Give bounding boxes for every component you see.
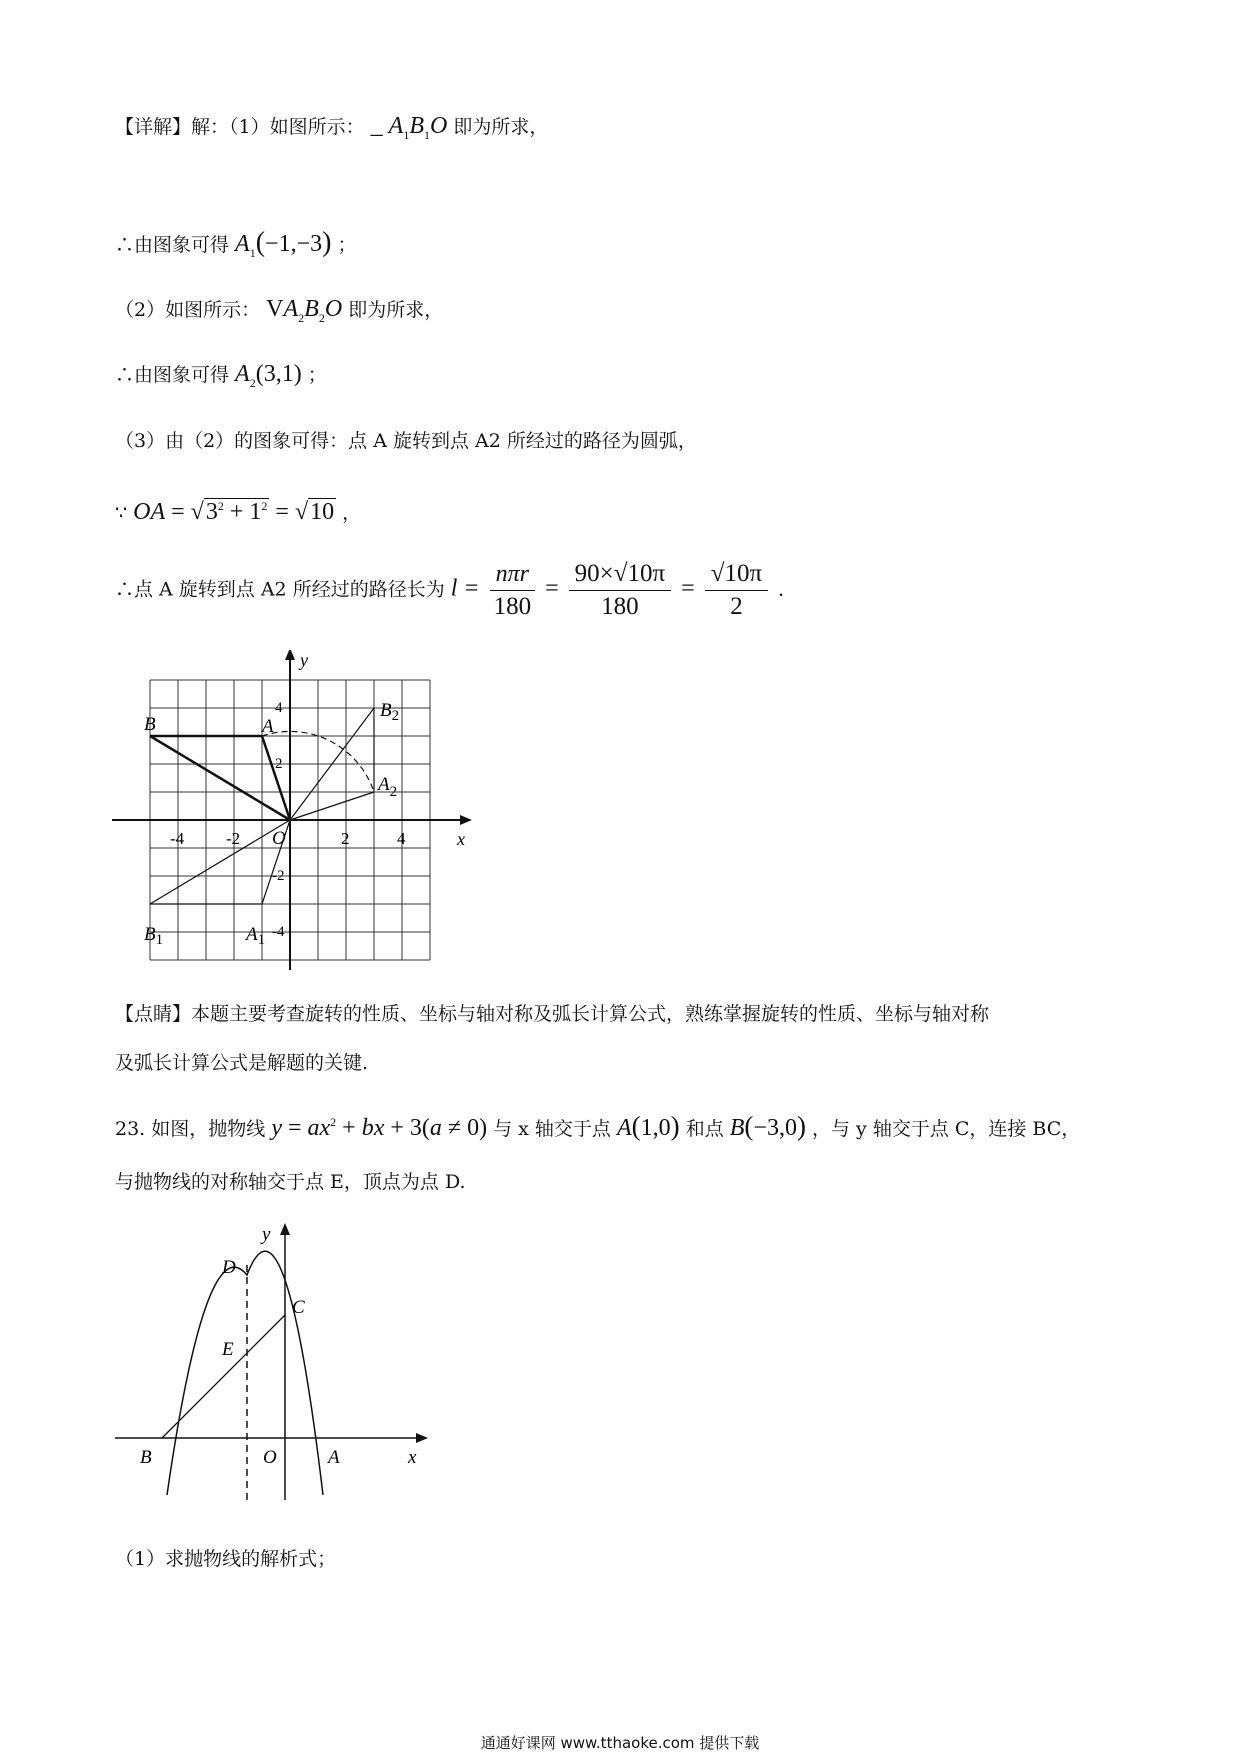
triangle-a1b1o: _ $A_1B_1O$ [370, 113, 448, 142]
therefore-text: ∴由图象可得 [115, 234, 236, 256]
y-tick-4: 4 [275, 700, 283, 716]
comment-line-1 [115, 1000, 989, 1028]
semicolon: ； [337, 234, 357, 256]
point-a1-coords: $A_1(-1,-3)$ [235, 227, 332, 260]
point-a2-coords: $A_2(3,1)$ [235, 361, 302, 390]
solution-heading: 【详解】解：（1）如图所示： [115, 116, 365, 138]
label-c: C [292, 1297, 305, 1318]
label-a2: $A_2$ [378, 774, 398, 800]
part2-end: 即为所求， [348, 299, 444, 321]
y-tick-2: 2 [275, 756, 283, 772]
label-a1: $A_1$ [246, 924, 266, 948]
triangle-abo [150, 736, 290, 820]
subquestion-text: （1）求抛物线的解析式； [115, 1548, 337, 1570]
comment-text-1: 【点睛】本题主要考查旋转的性质、坐标与轴对称及弧长计算公式，熟练掌握旋转的性质、坐标与轴对称 [115, 1003, 990, 1025]
x-tick-4: 4 [397, 829, 406, 848]
solution-line-3 [115, 295, 443, 332]
question-intro: 如图，抛物线 [151, 1118, 272, 1140]
comment-text-2: 及弧长计算公式是解题的关键. [115, 1052, 369, 1074]
label-b: B [140, 1447, 152, 1468]
y-axis-arrow [285, 650, 295, 660]
parabola-equation: $y = ax^2$ + bx + 3(a ≠ 0) [271, 1115, 488, 1141]
origin-label: O [272, 828, 286, 849]
point-b: B(−3,0) [729, 1111, 806, 1141]
arc-length-text: ∴点 A 旋转到点 A2 所经过的路径长为 [115, 578, 451, 601]
grid-figure [110, 650, 480, 980]
solution-line-5 [115, 427, 697, 455]
question-line-1-end: ，与 y 轴交于点 C，连接 BC， [812, 1118, 1081, 1140]
oa-formula: OA = $√3^2 + 1^2 = √10$ [133, 499, 335, 525]
question-line-2-text: 与抛物线的对称轴交于点 E，顶点为点 D. [115, 1171, 466, 1193]
fraction-1: $\frac{\text{nπr}}{180}$ [490, 560, 535, 621]
y-tick--4: -4 [272, 924, 285, 940]
x-tick-2: 2 [341, 829, 350, 848]
label-d: D [222, 1257, 236, 1278]
y-tick--2: -2 [272, 868, 285, 884]
solution-line-1 [115, 112, 548, 149]
solution-line-4 [115, 360, 327, 397]
question-line-2 [115, 1168, 466, 1196]
part2-text: （2）如图所示： [115, 299, 261, 321]
point-a: A(1,0) [616, 1111, 680, 1141]
question-line-1 [115, 1108, 1080, 1143]
fraction-2: $\frac{90\times√10\pi}{180}$ [569, 560, 671, 621]
y-axis-label: y [300, 650, 308, 670]
question-and: 和点 [685, 1118, 730, 1140]
triangle-a2b2o: $VA_2B_2O$ [266, 296, 343, 325]
parabola-curve [167, 1251, 323, 1495]
because-symbol: ∵ [115, 502, 134, 524]
l-equals: l = [450, 575, 480, 602]
x-tick--4: -4 [170, 829, 185, 848]
period: ． [778, 578, 798, 601]
label-b2: $B_2$ [380, 700, 400, 724]
x-axis-arrow [416, 1433, 428, 1443]
comment-line-2 [115, 1049, 368, 1077]
y-axis-label: y [262, 1224, 271, 1245]
question-mid: 与 x 轴交于点 [493, 1118, 617, 1140]
x-axis-arrow [460, 815, 472, 825]
question-number: 23. [115, 1118, 146, 1140]
label-b1: $B_1$ [144, 924, 164, 948]
label-o: O [263, 1447, 277, 1468]
page-footer: 通通好课网 www.tthaoke.com 提供下载 [480, 1734, 760, 1752]
line-bc [162, 1315, 285, 1438]
x-axis-label: x [408, 1447, 417, 1468]
solution-line-2 [115, 229, 357, 267]
therefore-text-2: ∴由图象可得 [115, 364, 236, 386]
part3-text: （3）由（2）的图象可得：点 A 旋转到点 A2 所经过的路径为圆弧， [115, 430, 697, 452]
y-axis-arrow [280, 1223, 290, 1235]
label-a: A [328, 1447, 340, 1468]
solution-line-6 [115, 492, 361, 527]
semicolon-2: ； [307, 364, 327, 386]
x-axis-label: x [457, 829, 465, 849]
solution-line-7: ∴点 A 旋转到点 A2 所经过的路径长为 l = $\frac{\text{nπr}}{180}$ = $\frac{90\times√10\pi}{180}$ = $\frac{√10\pi}{2}$ ． [115, 560, 798, 620]
label-b: B [144, 714, 156, 735]
x-tick--2: -2 [226, 829, 241, 848]
label-e: E [222, 1339, 234, 1360]
subquestion-line [115, 1545, 336, 1573]
fraction-3: $\frac{√10\pi}{2}$ [705, 560, 768, 621]
label-a: A [262, 716, 274, 737]
comma: ， [342, 502, 362, 524]
solution-line-1-end: 即为所求， [453, 116, 549, 138]
parabola-figure [110, 1215, 430, 1500]
